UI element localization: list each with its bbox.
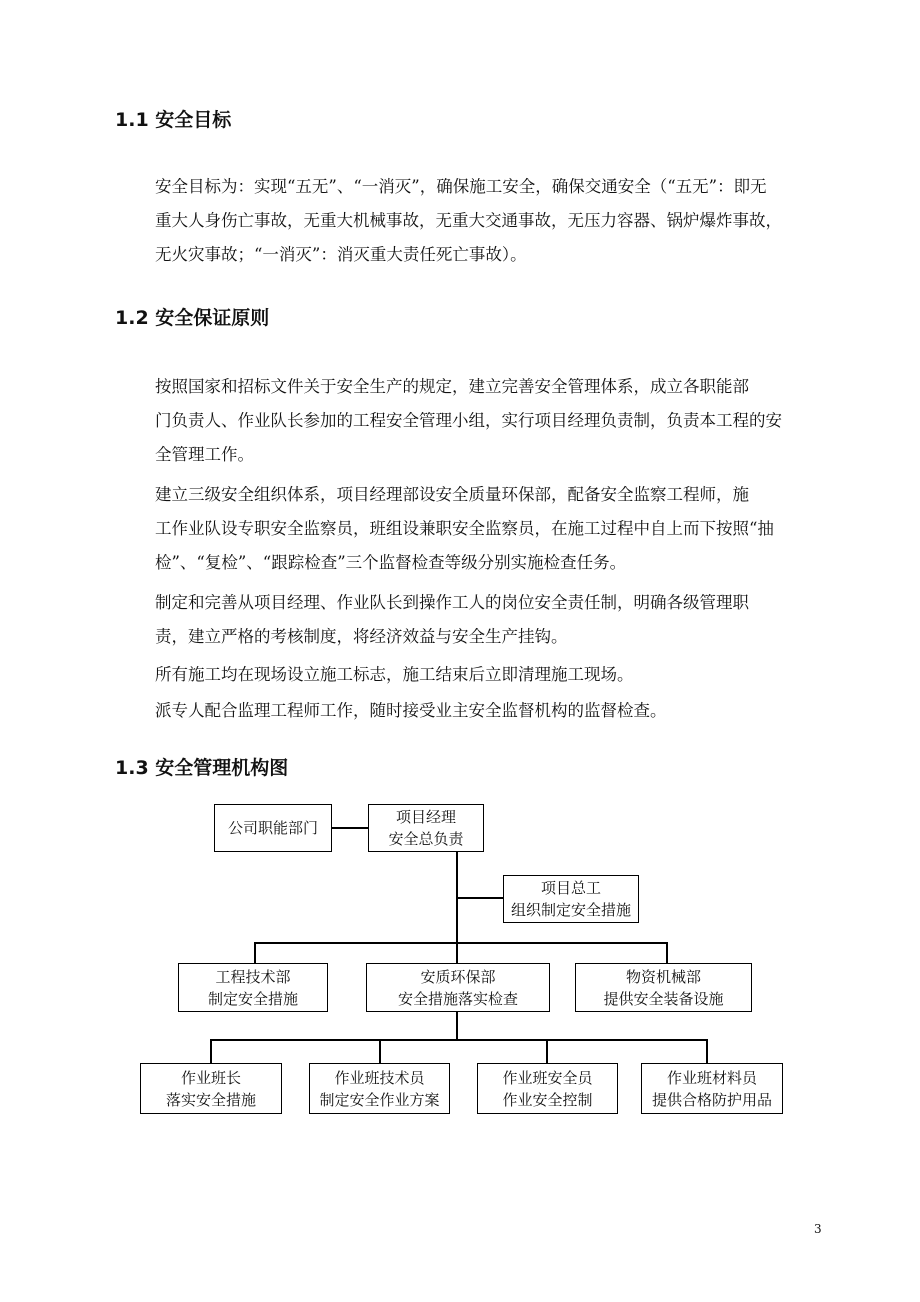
text-line: 安全目标为：实现“五无”、“一消灭”，确保施工安全，确保交通安全（“五无”：即无 <box>155 177 767 196</box>
paragraph-safety-goal <box>115 170 827 272</box>
org-box-project-manager <box>368 804 484 852</box>
text-line: 所有施工均在现场设立施工标志，施工结束后立即清理施工现场。 <box>155 665 634 684</box>
text-line: 无火灾事故；“一消灭”：消灭重大责任死亡事故）。 <box>155 245 527 264</box>
org-box-line: 制定安全作业方案 <box>319 1090 440 1109</box>
org-box-line: 落实安全措施 <box>165 1090 256 1109</box>
org-box-line: 作业班安全员 <box>502 1068 593 1087</box>
connector-departments-bar <box>254 942 668 944</box>
connector-engineering-dept <box>254 942 256 963</box>
text-line: 全管理工作。 <box>155 445 254 464</box>
text-line: 按照国家和招标文件关于安全生产的规定，建立完善安全管理体系，成立各职能部 <box>155 377 749 396</box>
connector-safety-dept-down <box>456 1012 458 1041</box>
org-box-line: 公司职能部门 <box>227 819 318 837</box>
connector-safety-dept <box>456 942 458 963</box>
paragraph-principle-4 <box>115 658 827 692</box>
connector-team-leader <box>210 1039 212 1063</box>
text-line: 门负责人、作业队长参加的工程安全管理小组，实行项目经理负责制，负责本工程的安 <box>155 411 782 430</box>
org-box-chief-engineer <box>503 875 639 923</box>
org-box-line: 提供安全装备设施 <box>603 989 724 1008</box>
text-line: 工作业队设专职安全监察员，班组设兼职安全监察员，在施工过程中自上而下按照“抽 <box>155 519 774 538</box>
page-number: 3 <box>814 1222 822 1236</box>
paragraph-principle-3 <box>115 586 827 654</box>
org-box-line: 制定安全措施 <box>207 989 298 1008</box>
paragraph-principle-2 <box>115 478 827 580</box>
org-box-line: 组织制定安全措施 <box>510 901 631 919</box>
org-box-team-technician <box>309 1063 450 1114</box>
text-line: 重大人身伤亡事故，无重大机械事故，无重大交通事故，无压力容器、锅炉爆炸事故， <box>155 211 782 230</box>
connector-company-manager <box>331 827 369 829</box>
connector-teams-bar <box>210 1039 708 1041</box>
paragraph-principle-5 <box>115 694 827 728</box>
org-box-line: 项目经理 <box>395 808 456 826</box>
org-box-engineering-dept <box>178 963 328 1012</box>
section-heading-safety-goal: 1.1 安全目标 <box>115 109 232 131</box>
section-heading-org-chart: 1.3 安全管理机构图 <box>115 757 289 779</box>
text-line: 检”、“复检”、“跟踪检查”三个监督检查等级分别实施检查任务。 <box>155 553 627 572</box>
org-box-line: 作业班材料员 <box>666 1068 757 1087</box>
connector-materials-dept <box>666 942 668 963</box>
org-box-line: 安质环保部 <box>420 967 496 986</box>
org-box-line: 物资机械部 <box>625 967 701 986</box>
org-box-team-leader <box>140 1063 282 1114</box>
connector-team-safety-officer <box>546 1039 548 1063</box>
text-line: 建立三级安全组织体系，项目经理部设安全质量环保部，配备安全监察工程师，施 <box>155 485 749 504</box>
section-heading-safety-principles: 1.2 安全保证原则 <box>115 307 270 329</box>
text-line: 责，建立严格的考核制度，将经济效益与安全生产挂钩。 <box>155 627 568 646</box>
org-box-materials-dept <box>575 963 752 1012</box>
org-box-line: 提供合格防护用品 <box>651 1090 772 1109</box>
org-box-line: 作业安全控制 <box>502 1090 593 1109</box>
org-box-line: 安全措施落实检查 <box>397 989 518 1008</box>
org-box-line: 作业班技术员 <box>334 1068 425 1087</box>
org-box-line: 安全总负责 <box>388 830 464 848</box>
org-box-company-departments <box>214 804 332 852</box>
connector-team-materials-officer <box>706 1039 708 1063</box>
org-box-team-safety-officer <box>477 1063 618 1114</box>
connector-team-technician <box>379 1039 381 1063</box>
org-box-line: 项目总工 <box>540 879 601 897</box>
org-box-team-materials-officer <box>641 1063 783 1114</box>
org-box-safety-quality-dept <box>366 963 550 1012</box>
org-box-line: 作业班长 <box>180 1068 241 1087</box>
org-box-line: 工程技术部 <box>215 967 291 986</box>
text-line: 派专人配合监理工程师工作，随时接受业主安全监督机构的监督检查。 <box>155 701 667 720</box>
text-line: 制定和完善从项目经理、作业队长到操作工人的岗位安全责任制，明确各级管理职 <box>155 593 749 612</box>
paragraph-principle-1 <box>115 370 827 472</box>
connector-chief-engineer <box>456 897 504 899</box>
